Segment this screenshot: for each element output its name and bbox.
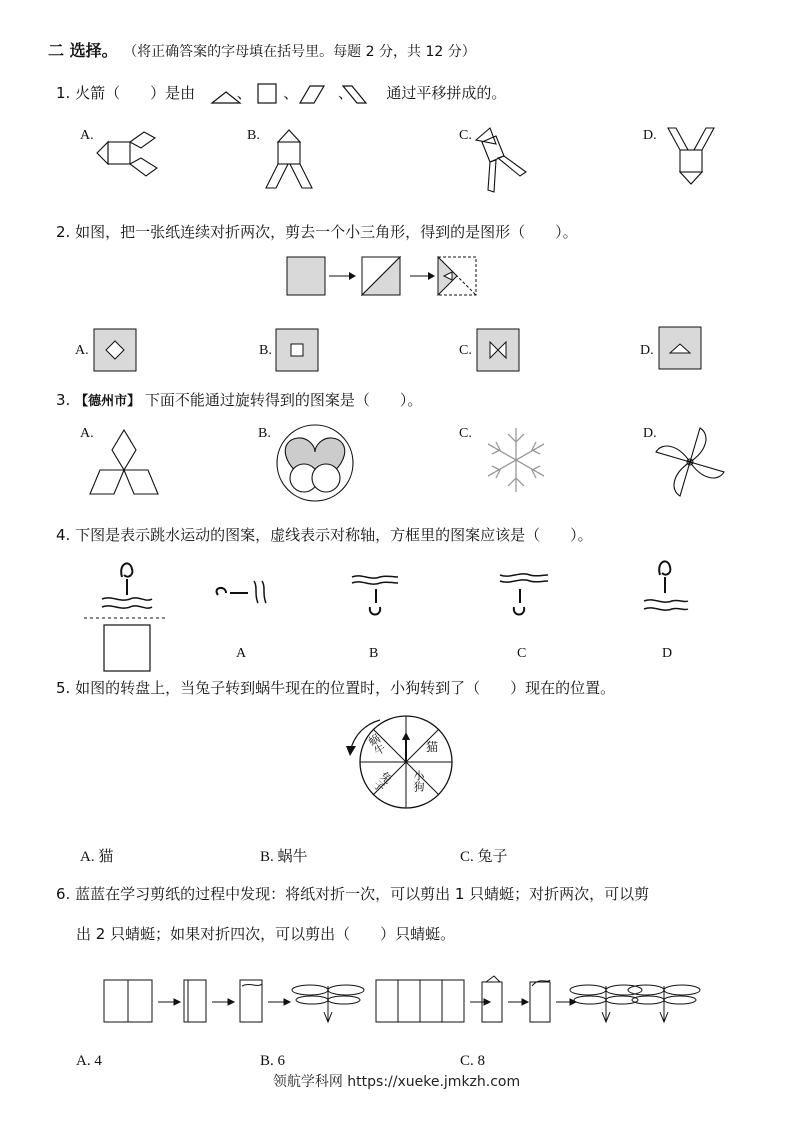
question-5: 5. 如图的转盘上，当兔子转到蜗牛现在的位置时，小狗转到了（ ）现在的位置。 [56,679,616,697]
parallelogram-piece-icon [300,86,324,103]
q3-source-tag: 【德州市】 [75,394,141,409]
diver-original-icon [102,563,152,608]
q2-option-figures [0,326,793,376]
question-3 [56,390,422,412]
q1-option-d[interactable]: D. [643,128,657,143]
q1-option-c[interactable]: C. [459,128,472,143]
q5-option-b[interactable]: B. 蜗牛 [260,849,308,865]
q4-option-c[interactable]: C [517,646,527,661]
answer-box [104,625,150,671]
dragonfly-icon [570,985,642,1022]
q1-text-post: 通过平移拼成的。 [386,84,507,102]
q5-spinner-wheel [0,712,793,822]
q1-rocket-figures [0,120,793,210]
q2-option-d[interactable]: D. [640,343,654,358]
q3-option-a[interactable]: A. [80,426,94,441]
q2-option-b[interactable]: B. [259,343,272,358]
rocket-c-icon [476,128,526,192]
rocket-b-icon [266,130,312,188]
snowflake-icon [488,428,544,492]
diver-option-a-icon [217,581,266,603]
q1-piece-shapes [0,78,400,108]
dragonfly-icon [628,985,700,1022]
wheel-label-cat: 猫 [426,740,439,754]
diver-option-b-icon [352,576,398,615]
q1-option-a[interactable]: A. [80,128,94,143]
q1-option-b[interactable]: B. [247,128,260,143]
triangle-piece-icon [212,92,240,103]
q5-option-c[interactable]: C. 兔子 [460,849,508,865]
q1-sep: 、 [337,84,353,102]
rocket-a-icon [97,132,157,176]
rocket-d-icon [668,128,714,184]
q3-option-c[interactable]: C. [459,426,472,441]
diver-option-c-icon [500,574,548,615]
q5-option-a[interactable]: A. 猫 [80,849,114,865]
wheel-label-dog: 小狗 [412,770,425,792]
wheel-label-snail: 蜗牛 [365,731,388,758]
square-piece-icon [258,84,276,103]
q4-option-d[interactable]: D [662,646,673,661]
wheel-label-rabbit: 兔子 [370,768,395,794]
q3-number: 3. [56,391,71,409]
q1-sep: 、 [236,84,252,102]
q6-option-a[interactable]: A. 4 [76,1053,102,1069]
q2-option-a[interactable]: A. [75,343,89,358]
q3-option-d[interactable]: D. [643,426,657,441]
section-number: 二 [48,41,65,60]
q1-sep: 、 [283,84,299,102]
q1-text-pre: 火箭（ ）是由 [75,84,196,102]
parallelogram-piece-icon [343,86,366,103]
q4-option-b[interactable]: B [369,646,379,661]
pinwheel-icon [656,428,724,496]
section-instruction: （将正确答案的字母填在括号里。每题 2 分，共 12 分） [123,44,476,60]
section-header [48,38,476,61]
question-4: 4. 下图是表示跳水运动的图案，虚线表示对称轴，方框里的图案应该是（ ）。 [56,526,593,544]
q1-number: 1. [56,84,71,102]
q6-option-c[interactable]: C. 8 [460,1053,486,1069]
q3-figures [0,420,793,510]
q4-diver-figures [0,555,793,675]
q2-option-c[interactable]: C. [459,343,472,358]
q2-folding-steps [0,252,793,302]
question-6-line-1: 6. 蓝蓝在学习剪纸的过程中发现：将纸对折一次，可以剪出 1 只蜻蜓；对折两次，可以剪 [56,885,650,903]
q3-option-b[interactable]: B. [258,426,271,441]
question-2: 2. 如图，把一张纸连续对折两次，剪去一个小三角形，得到的是图形（ ）。 [56,223,578,241]
q6-option-b[interactable]: B. 6 [260,1053,286,1069]
question-6-line-2: 出 2 只蜻蜓；如果对折四次，可以剪出（ ）只蜻蜓。 [76,925,456,943]
diver-option-d-icon [644,561,688,610]
q6-dragonfly-steps [0,972,793,1042]
q4-option-a[interactable]: A [236,646,247,661]
heart-circle-icon [277,425,353,501]
rhombus-pattern-icon [90,430,158,494]
dragonfly-icon [292,985,364,1022]
section-title: 选择。 [69,41,118,60]
page-footer-watermark: 领航学科网 https://xueke.jmkzh.com [272,1074,521,1090]
q3-text: 下面不能通过旋转得到的图案是（ ）。 [144,391,423,409]
